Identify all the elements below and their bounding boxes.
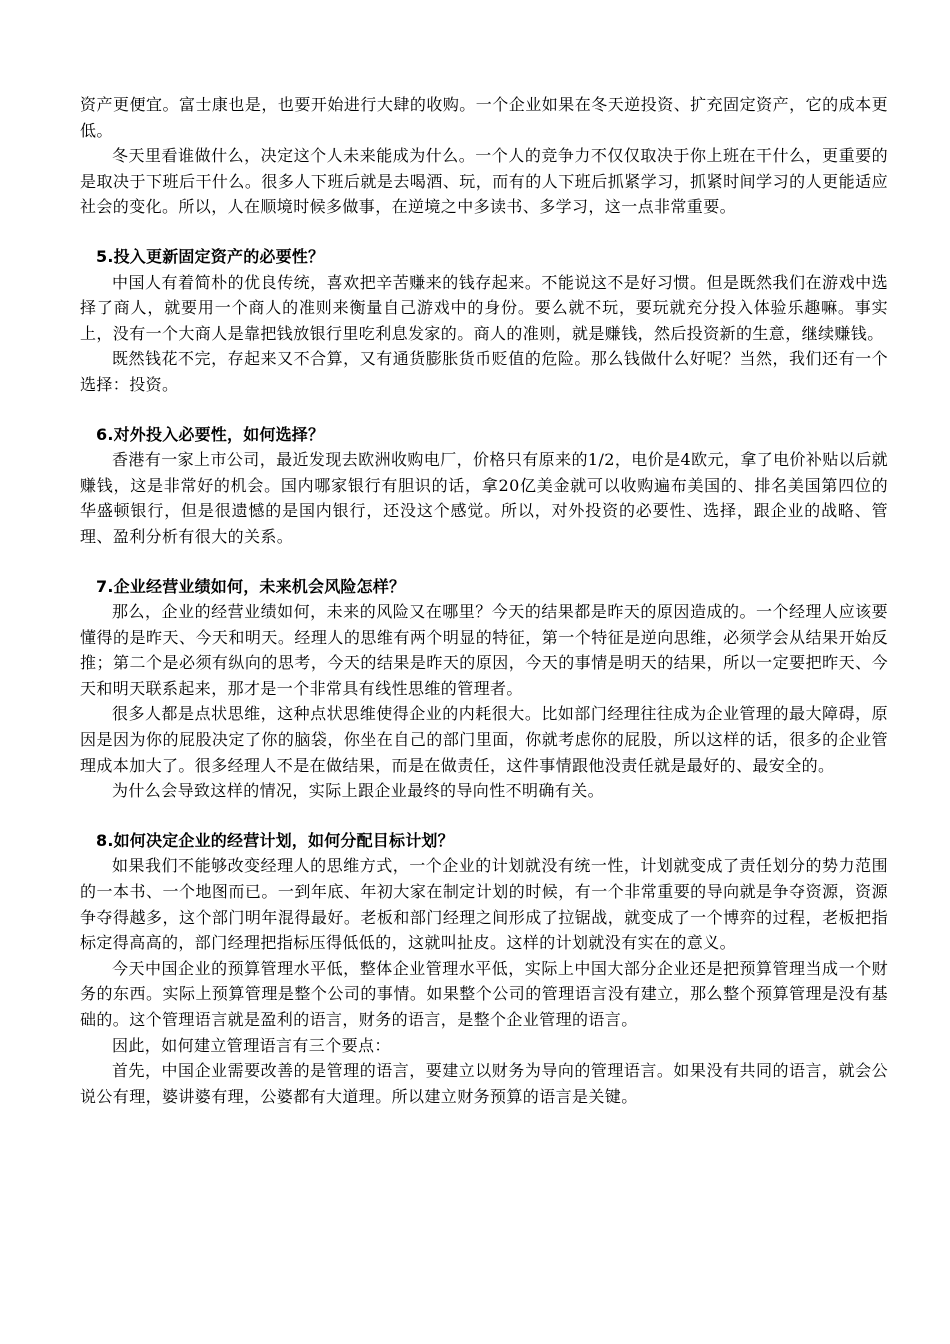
section-paragraph: 那么，企业的经营业绩如何，未来的风险又在哪里？今天的结果都是昨天的原因造成的。一个经理人应该要懂得的是昨天、今天和明天。经理人的思维有两个明显的特征，第一个特征是逆向思维，必须学会从结果开始反推；第二个是必须有纵向的思考，今天的结果是昨天的原因，今天的事情是明天的结果，所以一定要把昨天、今天和明天联系起来，那才是一个非常具有线性思维的管理者。 [80, 602, 888, 698]
section-paragraph: 既然钱花不完，存起来又不合算，又有通货膨胀货币贬值的危险。那么钱做什么好呢？当然，我们还有一个选择：投资。 [80, 349, 888, 394]
section-8 [80, 828, 888, 1110]
section-heading: 6.对外投入必要性，如何选择？ [96, 424, 325, 444]
section-paragraph: 因此，如何建立管理语言有三个要点： [112, 1035, 391, 1055]
document-page [80, 92, 888, 1109]
section-heading: 8.如何决定企业的经营计划，如何分配目标计划？ [96, 830, 454, 850]
section-7 [80, 574, 888, 804]
section-6 [80, 422, 888, 550]
section-paragraph: 很多人都是点状思维，这种点状思维使得企业的内耗很大。比如部门经理往往成为企业管理的最大障碍，原因是因为你的屁股决定了你的脑袋，你坐在自己的部门里面，你就考虑你的屁股，所以这样的话，很多的企业管理成本加大了。很多经理人不是在做结果，而是在做责任，这件事情跟他没责任就是最好的、最安全的。 [80, 704, 888, 775]
intro-paragraph-2: 冬天里看谁做什么，决定这个人未来能成为什么。一个人的竞争力不仅仅取决于你上班在干什么，更重要的是取决于下班后干什么。很多人下班后就是去喝酒、玩，而有的人下班后抓紧学习，抓紧时间学习的人更能适应社会的变化。所以，人在顺境时候多做事，在逆境之中多读书、多学习，这一点非常重要。 [80, 146, 888, 217]
section-paragraph: 今天中国企业的预算管理水平低，整体企业管理水平低，实际上中国大部分企业还是把预算管理当成一个财务的东西。实际上预算管理是整个公司的事情。如果整个公司的管理语言没有建立，那么整个预算管理是没有基础的。这个管理语言就是盈利的语言，财务的语言，是整个企业管理的语言。 [80, 958, 888, 1029]
section-paragraph: 为什么会导致这样的情况，实际上跟企业最终的导向性不明确有关。 [112, 781, 605, 801]
section-paragraph: 香港有一家上市公司，最近发现去欧洲收购电厂，价格只有原来的1/2，电价是4欧元，拿了电价补贴以后就赚钱，这是非常好的机会。国内哪家银行有胆识的话，拿20亿美金就可以收购遍布美国的、排名美国第四位的华盛顿银行，但是很遗憾的是国内银行，还没这个感觉。所以，对外投资的必要性、选择，跟企业的战略、管理、盈利分析有很大的关系。 [80, 450, 888, 546]
section-paragraph: 如果我们不能够改变经理人的思维方式，一个企业的计划就没有统一性，计划就变成了责任划分的势力范围的一本书、一个地图而已。一到年底、年初大家在制定计划的时候，有一个非常重要的导向就是争夺资源，资源争夺得越多，这个部门明年混得最好。老板和部门经理之间形成了拉锯战，就变成了一个博弈的过程，老板把指标定得高高的，部门经理把指标压得低低的，这就叫扯皮。这样的计划就没有实在的意义。 [80, 856, 888, 953]
section-heading: 5.投入更新固定资产的必要性？ [96, 246, 325, 266]
section-5 [80, 244, 888, 398]
section-heading: 7.企业经营业绩如何，未来机会风险怎样？ [96, 576, 406, 596]
intro-paragraph-1: 资产更便宜。富士康也是，也要开始进行大肆的收购。一个企业如果在冬天逆投资、扩充固定资产，它的成本更低。 [80, 95, 888, 140]
section-paragraph: 首先，中国企业需要改善的是管理的语言，要建立以财务为导向的管理语言。如果没有共同的语言，就会公说公有理，婆讲婆有理，公婆都有大道理。所以建立财务预算的语言是关键。 [80, 1061, 888, 1106]
section-paragraph: 中国人有着简朴的优良传统，喜欢把辛苦赚来的钱存起来。不能说这不是好习惯。但是既然我们在游戏中选择了商人，就要用一个商人的准则来衡量自己游戏中的身份。要么就不玩，要玩就充分投入体验乐趣嘛。事实上，没有一个大商人是靠把钱放银行里吃利息发家的。商人的准则，就是赚钱，然后投资新的生意，继续赚钱。 [80, 272, 888, 343]
